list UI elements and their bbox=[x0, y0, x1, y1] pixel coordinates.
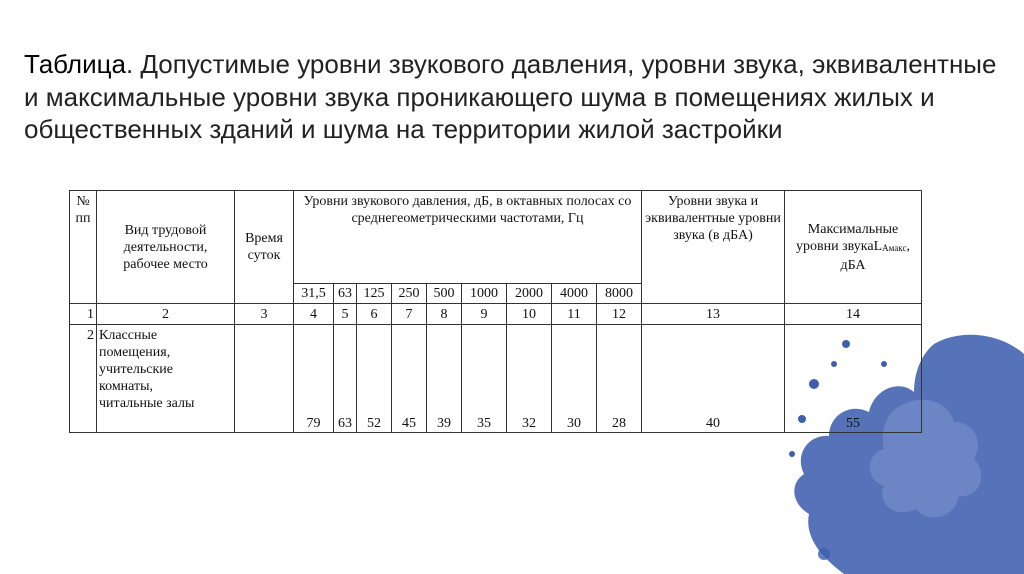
colnum-cell: 2 bbox=[97, 304, 235, 325]
colnum-cell: 3 bbox=[235, 304, 294, 325]
colnum-cell: 4 bbox=[294, 304, 334, 325]
freq-cell: 8000 bbox=[597, 284, 642, 304]
colnum-cell: 11 bbox=[552, 304, 597, 325]
noise-level-table bbox=[69, 190, 922, 433]
header-activity: Вид трудовой деятельности, рабочее место bbox=[97, 191, 235, 304]
level-cell: 40 bbox=[642, 325, 785, 433]
row-time bbox=[235, 325, 294, 433]
header-max-prefix: Максимальные уровни звукаL bbox=[796, 221, 899, 254]
freq-cell: 4000 bbox=[552, 284, 597, 304]
header-time: Время суток bbox=[235, 191, 294, 304]
colnum-cell: 6 bbox=[357, 304, 392, 325]
header-num: № пп bbox=[70, 191, 97, 304]
colnum-cell: 1 bbox=[70, 304, 97, 325]
value-cell: 52 bbox=[357, 325, 392, 433]
header-max-sub: Амакс bbox=[882, 242, 907, 253]
colnum-cell: 13 bbox=[642, 304, 785, 325]
header-pressure: Уровни звукового давления, дБ, в октавных полосах со среднегеометрическими частотами, Гц bbox=[294, 191, 642, 284]
freq-cell: 63 bbox=[334, 284, 357, 304]
value-cell: 63 bbox=[334, 325, 357, 433]
value-cell: 45 bbox=[392, 325, 427, 433]
header-levels: Уровни звука и эквивалентные уровни звука (в дБА) bbox=[642, 191, 785, 304]
title-text: . Допустимые уровни звукового давления, уровни звука, эквивалентные и максимальные уровни звука проникающего шума в помещениях жилых и общественных зданий и шума на территории жилой застройки bbox=[24, 49, 997, 144]
activity-line: читальные залы bbox=[99, 396, 195, 411]
value-cell: 30 bbox=[552, 325, 597, 433]
row-num: 2 bbox=[70, 325, 97, 433]
column-number-row bbox=[70, 304, 922, 325]
activity-line: помещения, bbox=[99, 345, 171, 360]
colnum-cell: 8 bbox=[427, 304, 462, 325]
colnum-cell: 9 bbox=[462, 304, 507, 325]
value-cell: 35 bbox=[462, 325, 507, 433]
freq-cell: 2000 bbox=[507, 284, 552, 304]
value-cell: 79 bbox=[294, 325, 334, 433]
table-row bbox=[70, 325, 922, 433]
activity-line: Классные bbox=[99, 328, 158, 343]
freq-cell: 250 bbox=[392, 284, 427, 304]
freq-cell: 500 bbox=[427, 284, 462, 304]
max-cell: 55 bbox=[785, 325, 922, 433]
freq-cell: 125 bbox=[357, 284, 392, 304]
colnum-cell: 14 bbox=[785, 304, 922, 325]
header-max-suffix: , дБА bbox=[840, 238, 910, 273]
activity-line: учительские bbox=[99, 362, 173, 377]
colnum-cell: 10 bbox=[507, 304, 552, 325]
colnum-cell: 12 bbox=[597, 304, 642, 325]
header-row bbox=[70, 191, 922, 284]
header-max bbox=[785, 191, 922, 304]
value-cell: 28 bbox=[597, 325, 642, 433]
freq-cell: 1000 bbox=[462, 284, 507, 304]
colnum-cell: 5 bbox=[334, 304, 357, 325]
activity-line: комнаты, bbox=[99, 379, 154, 394]
colnum-cell: 7 bbox=[392, 304, 427, 325]
slide-title bbox=[24, 48, 1004, 146]
row-activity bbox=[97, 325, 235, 433]
value-cell: 32 bbox=[507, 325, 552, 433]
title-lead: Таблица bbox=[24, 49, 126, 79]
freq-cell: 31,5 bbox=[294, 284, 334, 304]
value-cell: 39 bbox=[427, 325, 462, 433]
